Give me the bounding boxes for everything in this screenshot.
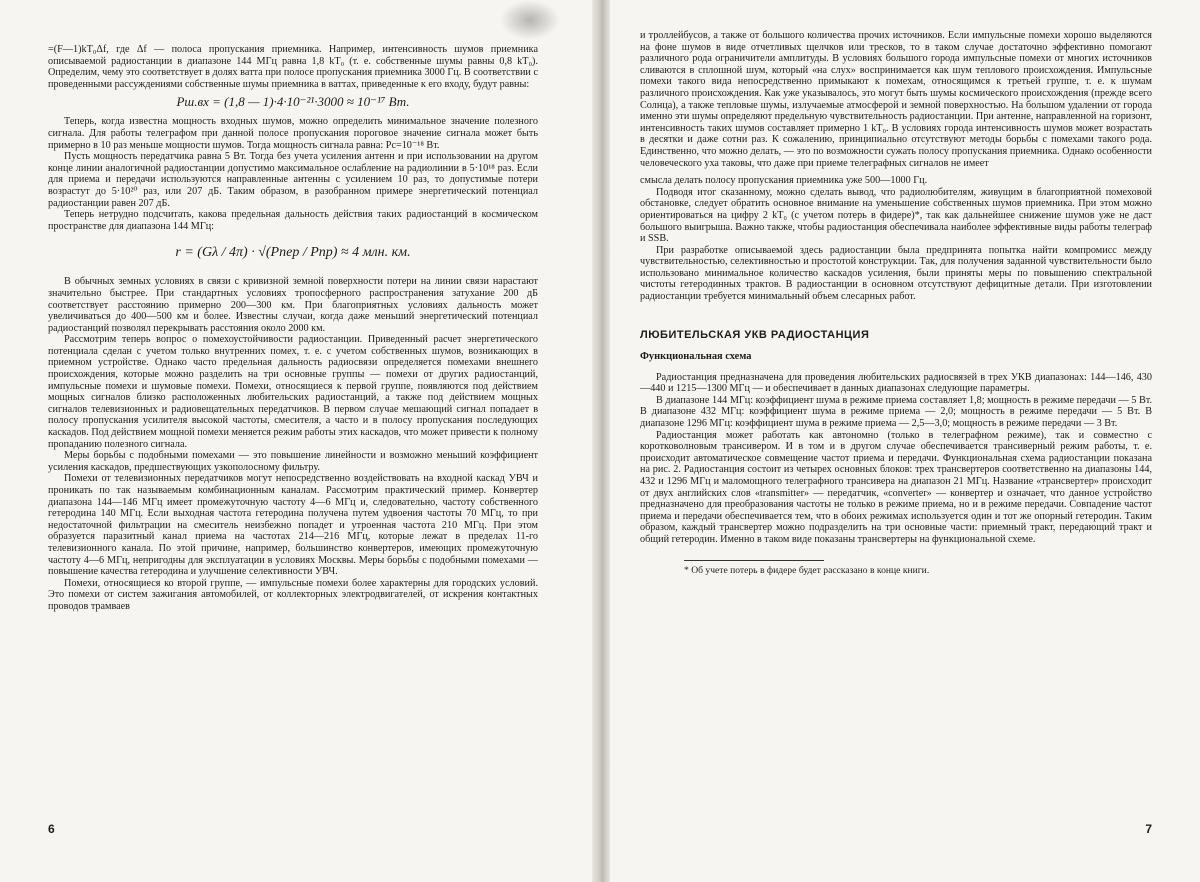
paragraph: Помехи, относящиеся ко второй группе, — импульсные помехи более характерны для городских условий. Это помехи от систем зажигания автомобилей, от коллекторных электродвигателей, от искрения контактных проводов трамваев [48,577,538,612]
paragraph: Радиостанция предназначена для проведения любительских радиосвязей в трех УКВ диапазонах: 144—146, 430—440 и 1215—1300 МГц — и обеспечивает в данных диапазонах следующие параметры. [640,371,1152,395]
paragraph: и троллейбусов, а также от большого количества прочих источников. Если импульсные помехи хорошо выделяются на фоне шумов в виде отчетливых щелчков или тресков, то в таком случае достаточно эффективно помогают различного рода ограничители амплитуды. В условиях большого города импульсные помехи от многих источников сливаются в сплошной шум, который «на слух» воспринимается как шум теплового происхождения. Импульсные помехи такого вида непосредственно примыкают к помехам, относящимся к третьей группе, т. е. к шумам различного происхождения. Как уже указывалось, это могут быть шумы космического происхождения (прежде всего Солнца), а также тепловые шумы, излучаемые атмосферой и земной поверхностью. На большом удалении от города именно эти шумы определяют предельную чувствительность радиостанции. При антенне, направленной на горизонт, интенсивность таких шумов составляет примерно 1 kT₀. В условиях города интенсивность шумов может возрастать в десятки и даже сотни раз. К сожалению, принципиально отсутствуют методы борьбы с помехами такого рода. Единственно, что можно делать, — это по возможности сужать полосу пропускания приемника. Однако особенности человеческого уха таковы, что даже при приеме телеграфных сигналов не имеет [640,30,1152,169]
paragraph: В диапазоне 144 МГц: коэффициент шума в режиме приема составляет 1,8; мощность в режиме передачи — 5 Вт. В диапазоне 432 МГц: коэффициент шума в режиме приема — 2,0; мощность в режиме передачи — 5 Вт. В диапазоне 1296 МГц: коэффициент шума в режиме приема — 2,5—3,0; мощность в режиме передачи — 3 Вт. [640,394,1152,430]
paragraph: Меры борьбы с подобными помехами — это повышение линейности и возможно меньший коэффициент усиления каскадов, предшествующих узкополосному фильтру. [48,450,538,473]
page-number: 6 [48,822,55,836]
footnote: * Об учете потерь в фидере будет рассказано в конце книги. [684,564,930,576]
paragraph: Теперь нетрудно подсчитать, какова предельная дальность действия таких радиостанций в космическом пространстве для диапазона 144 МГц: [48,209,538,232]
right-page [600,0,1200,882]
page-number: 7 [1145,822,1152,836]
paragraph: Рассмотрим теперь вопрос о помехоустойчивости радиостанции. Приведенный расчет энергетического потенциала сделан с учетом только внутренних помех, т. е. с учетом собственных шумов, возникающих в приемном устройстве. Однако часто предельная дальность радиосвязи определяется помехами внешнего происхождения, которые можно разделить на три основные группы — помехи от других радиостанций, импульсные помехи и шумовые помехи. Помехи, относящиеся к первой группе, появляются под действием мощных сигналов близко расположенных любительских радиостанций, а также под действием мощных сигналов телевизионных и радиовещательных передатчиков. В первом случае мешающий сигнал попадает в полосу пропускания усилителя высокой частоты, смесителя, а часто и в полосу пропускания последующих каскадов. Под действием мощной помехи меняется режим работы этих каскадов, что может привести к полному пропаданию полезного сигнала. [48,334,538,450]
formula-noise-power: Pш.вх = (1,8 — 1)·4·10⁻²¹·3000 ≈ 10⁻¹⁷ Вт. [176,94,410,110]
section-heading: ЛЮБИТЕЛЬСКАЯ УКВ РАДИОСТАНЦИЯ [640,328,870,341]
paragraph: Пусть мощность передатчика равна 5 Вт. Тогда без учета усиления антенн и при использовании на другом конце линии аналогичной радиостанции допустимо максимальное ослабление на радиолинии в 5·10¹⁸ раз. Если для приема и передачи используются направленные антенны с усилением 10 раз, то допустимые потери возрастут до 5·10²⁰ раз, или 207 дБ. Таким образом, в разобранном примере энергетический потенциал радиостанции равен 207 дБ. [48,151,538,209]
paragraph: Помехи от телевизионных передатчиков могут непосредственно воздействовать на входной каскад УВЧ и проникать по так называемым комбинационным каналам. Рассмотрим практический пример. Конвертер диапазона 144—146 МГц имеет промежуточную частоту 4—6 МГц и, следовательно, частоту собственного гетеродина 140 МГц. Если выходная частота гетеродина получена путем удвоения частоты 70 МГц, то при недостаточной фильтрации на смеситель неизбежно попадет и утроенная частота 210 МГц. При этом образуется паразитный канал приема на частотах 214—216 МГц, которые лежат в пределах 11-го телевизионного канала. По этой причине, например, большинство конвертеров, имеющих промежуточную частоту 4—6 МГц, непригодны для эксплуатации в условиях Москвы. Меры борьбы с подобными помехами — повышение качества гетеродина и улучшение селективности УВЧ. [48,473,538,578]
paragraph: При разработке описываемой здесь радиостанции была предпринята попытка найти компромисс между чувствительностью, селективностью и простотой конструкции. Так, для получения заданной чувствительности было использовано минимальное количество каскадов усиления, были приняты меры по повышению спектральной чистоты гетеродинных трактов. В радиостанции в основном отсутствуют дефицитные детали. При изготовлении радиостанции требуется минимальный объем слесарных работ. [640,244,1152,303]
paragraph: Теперь, когда известна мощность входных шумов, можно определить минимальное значение полезного сигнала. Для работы телеграфом при данной полосе пропускания пороговое значение сигнала может быть примерно в 10 раз меньше мощности шумов. Тогда мощность сигнала равна: Pс=10⁻¹⁸ Вт. [48,116,538,151]
paragraph: смысла делать полосу пропускания приемника уже 500—1000 Гц. [640,175,928,187]
paragraph: Подводя итог сказанному, можно сделать вывод, что радиолюбителям, живущим в благоприятной помеховой обстановке, следует обратить основное внимание на уменьшение собственных шумов приемника. При этом можно ориентироваться на цифру 2 kT₀ (с учетом потерь в фидере)*, так как дальнейшее снижение шумов уже не даст большого выигрыша. Важно также, чтобы радиостанция обеспечивала наиболее эффективные виды работы телеграф и SSB. [640,186,1152,245]
footnote-divider [684,560,824,561]
subsection-heading: Функциональная схема [640,350,752,362]
formula-range: r = (Gλ / 4π) · √(Pпер / Pпр) ≈ 4 млн. км. [175,245,411,261]
paragraph: В обычных земных условиях в связи с кривизной земной поверхности потери на линии связи нарастают значительно быстрее. При стандартных условиях тропосферного распространения затухание 200 дБ соответствует расстоянию примерно 200—300 км. При благоприятных условиях дальность может увеличиваться до 400—500 км и более. Известны случаи, когда даже меньший энергетический потенциал радиостанций позволял перекрывать расстояния около 2000 км. [48,276,538,334]
paragraph: =(F—1)kT₀Δf, где Δf — полоса пропускания приемника. Например, интенсивность шумов приемника описываемой радиостанции в диапазоне 144 МГц равна 1,8 kT₀ (т. е. собственные шумы равны 0,8 kT₀). Определим, чему это соответствует в долях ватта при полосе пропускания приемника 3000 Гц. В соответствии с проведенными рассуждениями собственные шумы приемника в ваттах, приведенные к его входу, будут равны: [48,44,538,90]
paragraph: Радиостанция может работать как автономно (только в телеграфном режиме), так и совместно с коротковолновым трансивером. И в том и в другом случае обеспечивается трансиверный режим работы, т. е. происходит автоматическое совмещение частот приема и передачи. Функциональная схема радиостанции показана на рис. 2. Радиостанция состоит из четырех основных блоков: трех трансвертеров соответственно на диапазоны 144, 432 и 1296 МГц и маломощного телеграфного трансивера на диапазон 21 МГц. Название «трансвертер» происходит от двух английских слов «transmitter» — передатчик, «converter» — конвертер и означает, что данное устройство предназначено для преобразования частоты не только в режиме приема, но и в режиме передачи. Совпадение частот приема и передачи обеспечивается тем, что в обоих режимах используется один и тот же опорный гетеродин. Таким образом, каждый трансвертер можно подразделить на три основные части: приемный тракт, передающий тракт и общий гетеродин. Именно в таком виде показаны трансвертеры на функциональной схеме. [640,429,1152,545]
